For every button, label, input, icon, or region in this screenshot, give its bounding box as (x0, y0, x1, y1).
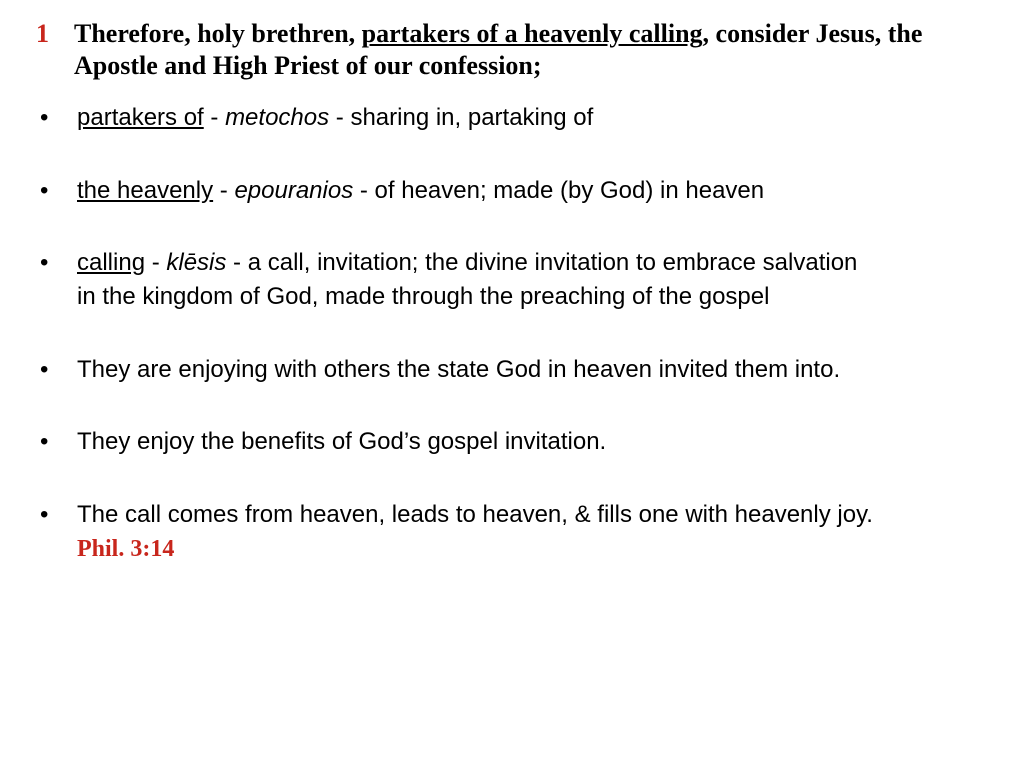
bullet-dot: • (40, 356, 49, 383)
bullet-dot: • (40, 501, 49, 528)
verse-text-part1: Therefore, holy brethren, (74, 19, 362, 48)
separator: - (353, 177, 375, 204)
bullet-text: The call comes from heaven, leads to heaven, & fills one with heavenly joy. (77, 501, 873, 528)
greek-word: epouranios (234, 177, 354, 204)
bullet-item-calling (40, 246, 1015, 314)
bullet-item-enjoying (40, 353, 1015, 387)
bullet-term: the heavenly (77, 177, 214, 204)
bullet-text: They enjoy the benefits of God’s gospel invitation. (77, 428, 607, 455)
bullet-term: partakers of (77, 104, 204, 131)
bullet-item-partakers (40, 101, 1015, 135)
separator: - (203, 104, 226, 131)
bullet-definition: of heaven; made (by God) in heaven (374, 177, 765, 204)
bullet-definition-line2: in the kingdom of God, made through the preaching of the gospel (77, 283, 770, 310)
bullet-dot: • (40, 177, 49, 204)
greek-word: klēsis (166, 249, 227, 276)
bullet-dot: • (40, 104, 49, 131)
bullet-definition: sharing in, partaking of (350, 104, 594, 131)
verse-text-part2: , consider Jesus, the (702, 19, 923, 48)
separator: - (329, 104, 351, 131)
verse-underlined-phrase: partakers of a heavenly calling (361, 19, 703, 48)
bullet-text: They are enjoying with others the state God in heaven invited them into. (77, 356, 841, 383)
bullet-item-benefits (40, 425, 1015, 459)
bullet-dot: • (40, 428, 49, 455)
bullet-definition: a call, invitation; the divine invitation to embrace salvation (247, 249, 858, 276)
greek-word: metochos (225, 104, 330, 131)
bullet-dot: • (40, 249, 49, 276)
verse-text-line2: Apostle and High Priest of our confession; (74, 51, 542, 80)
bullet-item-heavenly (40, 174, 1015, 208)
separator: - (145, 249, 167, 276)
bullet-term: calling (77, 249, 146, 276)
bullet-item-call-from-heaven (40, 498, 1015, 566)
separator: - (213, 177, 235, 204)
separator: - (226, 249, 248, 276)
scripture-reference: Phil. 3:14 (77, 536, 175, 562)
verse-number: 1 (36, 19, 49, 48)
